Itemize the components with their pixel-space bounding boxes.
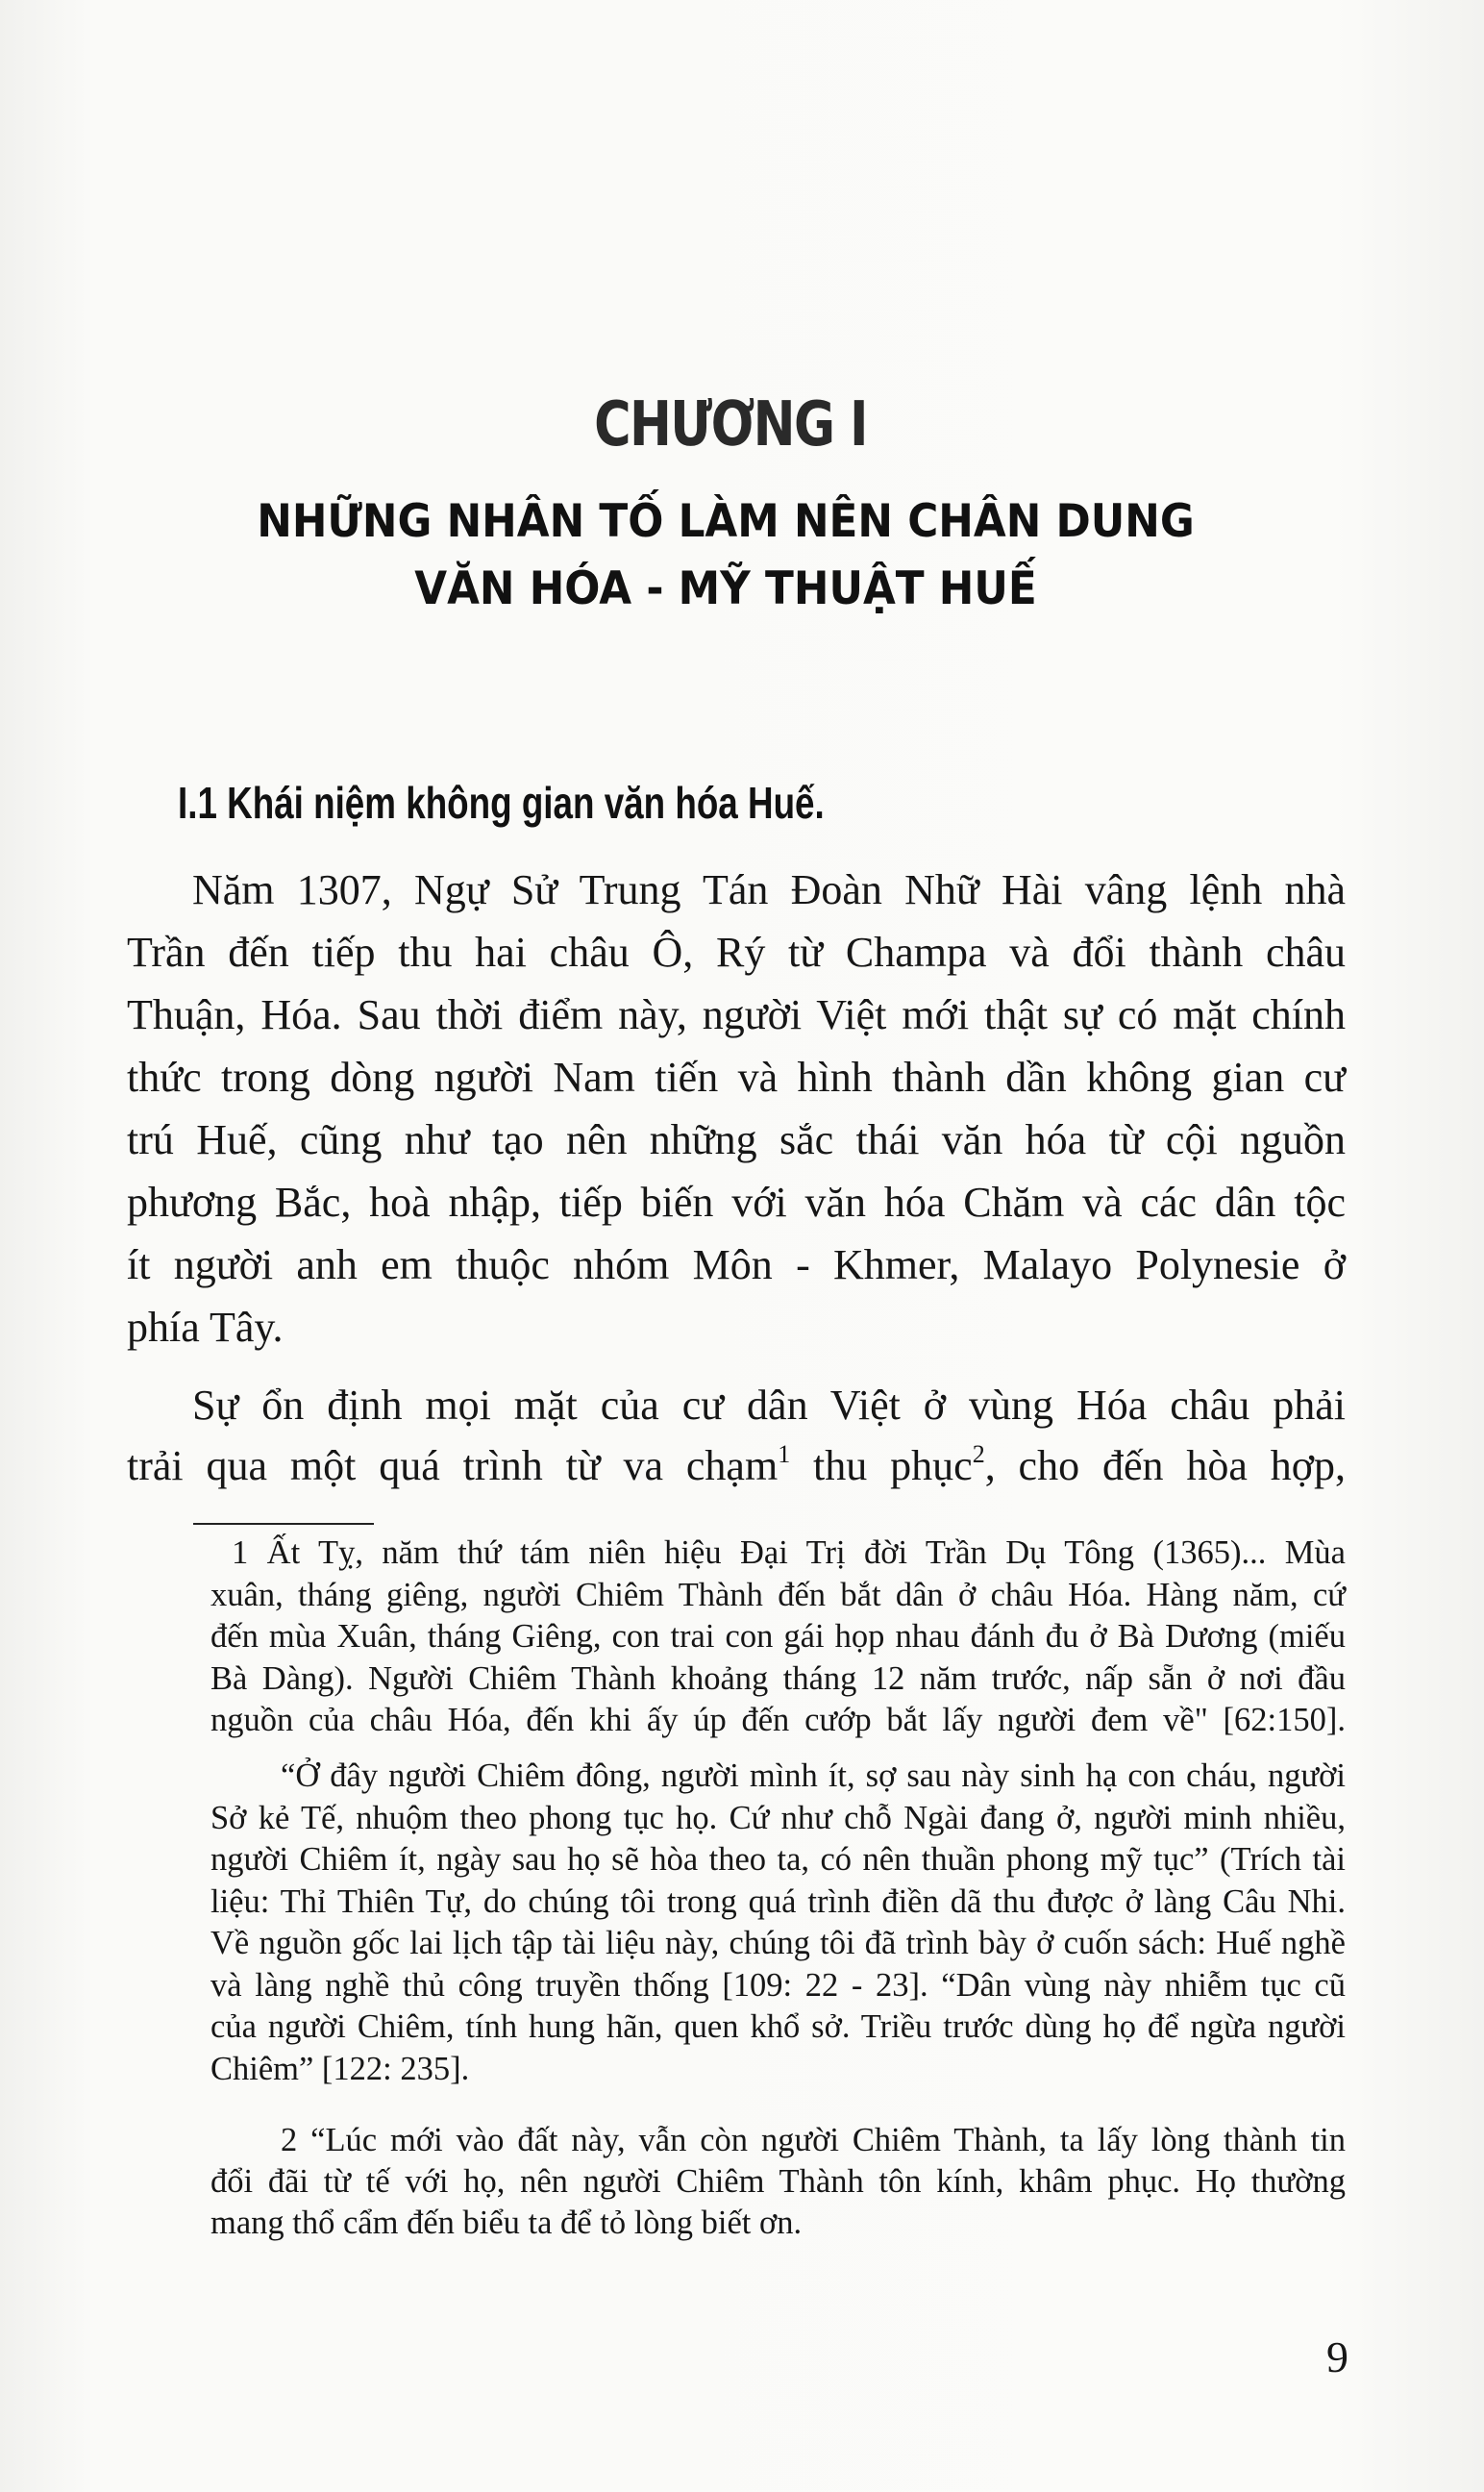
footnote-line: nguồn của châu Hóa, đến khi ấy úp đến cướp bắt lấy người đem về" [62:150]. xyxy=(210,1702,1346,1738)
body-line xyxy=(127,1441,1346,1491)
body-line: Thuận, Hóa. Sau thời điểm này, người Việt mới thật sự có mặt chính xyxy=(127,991,1346,1038)
page-number: 9 xyxy=(1326,2332,1348,2381)
footnote-line: 1 Ất Tỵ, năm thứ tám niên hiệu Đại Trị đời Trần Dụ Tông (1365)... Mùa xyxy=(232,1534,1346,1571)
chapter-title-line: NHỮNG NHÂN TỐ LÀM NÊN CHÂN DUNG xyxy=(257,495,1195,548)
body-line: phương Bắc, hoà nhập, tiếp biến với văn hóa Chăm và các dân tộc xyxy=(127,1179,1346,1226)
body-line: Năm 1307, Ngự Sử Trung Tán Đoàn Nhữ Hài vâng lệnh nhà xyxy=(192,866,1346,913)
footnote-ref-2[interactable]: 2 xyxy=(972,1440,985,1468)
footnote-line: liệu: Thỉ Thiên Tự, do chúng tôi trong quá trình điền dã thu được ở làng Câu Nhi. xyxy=(210,1883,1346,1920)
body-line: Trần đến tiếp thu hai châu Ô, Rý từ Champa và đổi thành châu xyxy=(127,929,1346,976)
body-line: phía Tây. xyxy=(127,1304,284,1351)
footnote-line: Sở kẻ Tế, nhuộm theo phong tục họ. Cứ như chỗ Ngài đang ở, người minh nhiều, xyxy=(210,1800,1346,1836)
footnote-line: người Chiêm ít, ngày sau họ sẽ hòa theo ta, có nên thuần phong mỹ tục” (Trích tài xyxy=(210,1841,1346,1878)
footnote-line: đến mùa Xuân, tháng Giêng, con trai con gái họp nhau đánh đu ở Bà Dương (miếu xyxy=(210,1618,1346,1655)
footnote-divider xyxy=(193,1523,374,1525)
footnote-line: Chiêm” [122: 235]. xyxy=(210,2051,470,2087)
footnote-line: của người Chiêm, tính hung hãn, quen khổ sở. Triều trước dùng họ để ngừa người xyxy=(210,2008,1346,2045)
text: trải qua một quá trình từ va chạm xyxy=(127,1442,779,1489)
section-heading: I.1 Khái niệm không gian văn hóa Huế. xyxy=(178,778,825,828)
chapter-label: CHƯƠNG I xyxy=(594,389,867,461)
footnote-line: mang thổ cẩm đến biểu ta để tỏ lòng biết ơn. xyxy=(210,2205,803,2241)
footnote-ref-1[interactable]: 1 xyxy=(778,1440,791,1468)
body-line: trú Huế, cũng như tạo nên những sắc thái văn hóa từ cội nguồn xyxy=(127,1116,1346,1163)
footnote-line: và làng nghề thủ công truyền thống [109: 22 - 23]. “Dân vùng này nhiễm tục cũ xyxy=(210,1967,1346,2004)
footnote-line: đổi đãi từ tế với họ, nên người Chiêm Thành tôn kính, khâm phục. Họ thường xyxy=(210,2163,1346,2200)
text: , cho đến hòa hợp, xyxy=(984,1442,1347,1489)
footnote-line: “Ở đây người Chiêm đông, người mình ít, sợ sau này sinh hạ con cháu, người xyxy=(281,1757,1346,1794)
body-line: ít người anh em thuộc nhóm Môn - Khmer, Malayo Polynesie ở xyxy=(127,1241,1346,1288)
body-line: Sự ổn định mọi mặt của cư dân Việt ở vùng Hóa châu phải xyxy=(192,1382,1346,1429)
chapter-title-line: VĂN HÓA - MỸ THUẬT HUẾ xyxy=(414,562,1037,615)
text: thu phục xyxy=(790,1442,973,1489)
footnote-line: Về nguồn gốc lai lịch tập tài liệu này, chúng tôi đã trình bày ở cuốn sách: Huế nghề xyxy=(210,1925,1346,1961)
footnote-line: 2 “Lúc mới vào đất này, vẫn còn người Chiêm Thành, ta lấy lòng thành tin xyxy=(281,2122,1346,2158)
footnote-line: Bà Dàng). Người Chiêm Thành khoảng tháng 12 năm trước, nấp sẵn ở nơi đầu xyxy=(210,1660,1346,1697)
footnote-line: xuân, tháng giêng, người Chiêm Thành đến bắt dân ở châu Hóa. Hàng năm, cứ xyxy=(210,1577,1346,1613)
body-line: thức trong dòng người Nam tiến và hình thành dần không gian cư xyxy=(127,1054,1346,1101)
